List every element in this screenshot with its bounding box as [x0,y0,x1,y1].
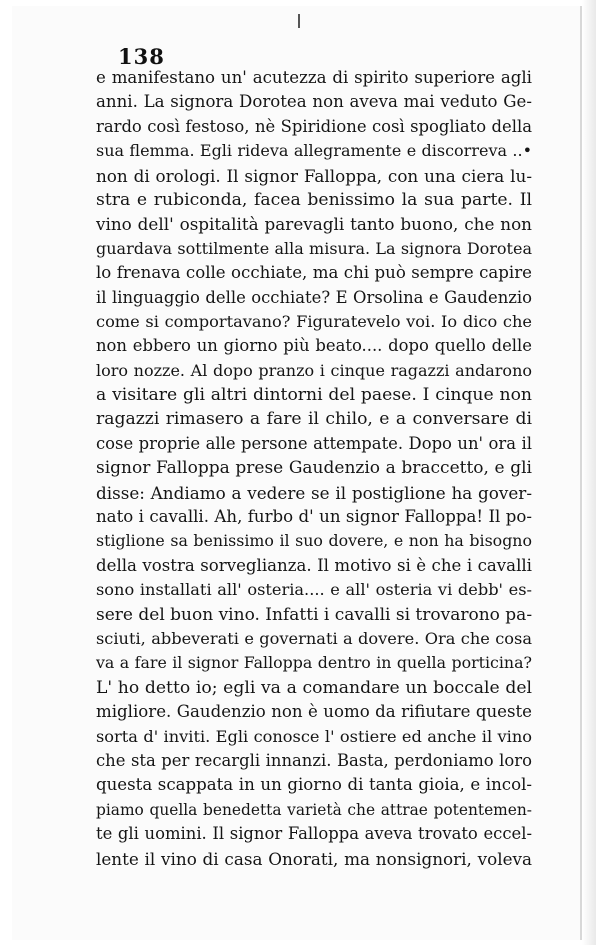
page-edge-shadow [582,0,596,945]
text-line: lo frenava colle occhiate, ma chi può sempre capire [96,263,532,283]
text-line: come si comportavano? Figuratevelo voi. Io dico che [96,311,532,331]
printer-mark [298,14,300,28]
text-line: non ebbero un giorno più beato.... dopo quello delle [96,336,532,356]
text-line: che sta per recargli innanzi. Basta, perdoniamo loro [96,750,532,770]
text-line: disse: Andiamo a vedere se il postiglione ha gover- [96,482,532,503]
text-line: lente il vino di casa Onorati, ma nonsignori, voleva [96,848,532,869]
text-line: va a fare il signor Falloppa dentro in quella porticina? [96,653,532,673]
text-line: ragazzi rimasero a fare il chilo, e a conversare di [96,409,532,430]
text-line: sciuti, abbeverati e governati a dovere. Ora che cosa [96,628,532,648]
text-line: vino dell' ospitalità parevagli tanto buono, che non [96,214,532,235]
text-line: nato i cavalli. Ah, furbo d' un signor Falloppa! Il po- [96,507,532,527]
text-line: sono installati all' osteria.... e all' osteria vi debb' es- [96,580,532,600]
text-line: stra e rubiconda, facea benissimo la sua parte. Il [96,189,532,210]
text-line: anni. La signora Dorotea non aveva mai veduto Ge- [96,92,532,112]
text-line: sere del buon vino. Infatti i cavalli si trovarono pa- [96,604,533,625]
text-line: te gli uomini. Il signor Falloppa aveva trovato eccel- [96,824,532,844]
text-line: stiglione sa benissimo il suo dovere, e non ha bisogno [96,531,532,551]
text-line: sua flemma. Egli rideva allegramente e discorreva ..• [96,141,532,161]
text-line: L' ho detto io; egli va a comandare un boccale del [96,677,532,698]
text-line: loro nozze. Al dopo pranzo i cinque ragazzi andarono [96,360,532,380]
text-line: non di orologi. Il signor Falloppa, con una ciera lu- [96,165,532,186]
text-line: della vostra sorveglianza. Il motivo si è che i cavalli [96,555,532,575]
text-line: piamo quella benedetta varietà che attrae potentemen- [96,800,532,819]
text-line: guardava sottilmente alla misura. La signora Dorotea [96,238,532,258]
page-number: 138 [118,44,165,69]
text-line: signor Falloppa prese Gaudenzio a braccetto, e gli [96,458,532,479]
text-line: il linguaggio delle occhiate? E Orsolina e Gaudenzio [96,287,532,307]
text-line: cose proprie alle persone attempate. Dopo un' ora il [96,433,532,453]
text-line: rardo così festoso, nè Spiridione così spogliato della [96,116,532,136]
text-line: migliore. Gaudenzio non è uomo da rifiutare queste [96,702,532,722]
text-line: sorta d' inviti. Egli conosce l' ostiere ed anche il vino [96,726,532,746]
text-line: questa scappata in un giorno di tanta gioia, e incol- [96,775,532,795]
text-line: e manifestano un' acutezza di spirito superiore agli [96,68,532,87]
body-text [96,66,532,871]
text-line: a visitare gli altri dintorni del paese. I cinque non [96,385,532,406]
